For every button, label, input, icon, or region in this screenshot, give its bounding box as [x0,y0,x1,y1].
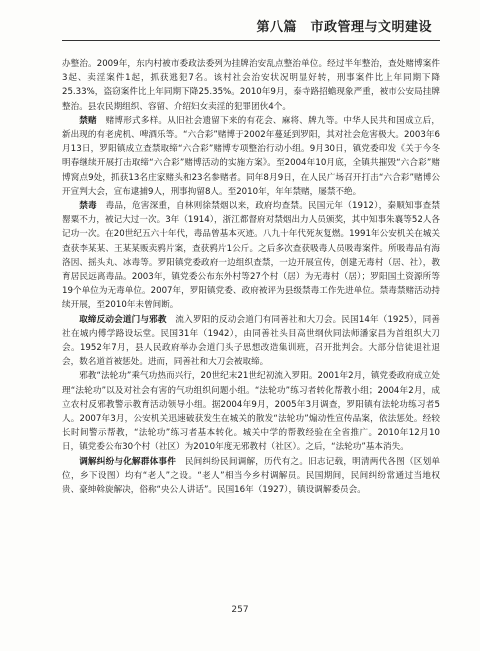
page-header [0,0,480,44]
paragraph [62,369,440,454]
paragraph-text: 民间纠纷民间调解，历代有之。旧志记载，明清两代各图（区划单位，乡下设图）均有“老人”之设。“老人”相当今乡村调解员。民国期间，民间纠纷常通过当地权贵、豪绅斡旋解决，俗称“央公人讲话”。民国16年（1927），镇设调解委员会。 [62,456,440,496]
paragraph [62,57,440,114]
paragraph [62,313,440,370]
section-title: 第八篇 市政管理与文明建设 [256,20,432,35]
paragraph [62,114,440,199]
paragraph-lead: 调解纠纷与化解群体事件 [79,456,177,467]
paragraph-text: 毒品，危害深重，自林则徐禁烟以来，政府均查禁。民国元年（1912），秦顺知事查禁罂粟不力，被记大过一次。3年（1914），浙江都督府对禁烟出力人员颁奖，其中知事朱襄等52人各记功一次。在20世纪五六十年代，毒品曾基本灭迹。八九十年代死灰复燃。1991年公安机关在城关查获李某某、王某某贩卖鸦片案，查获鸦片1公斤。之后多次查获吸毒人员吸毒案件。所吸毒品有海洛因、摇头丸、冰毒等。罗阳镇党委政府一边组织查禁，一边开展宣传，创建无毒村（居、社），教育居民远离毒品。2003年，镇党委公布东外村等27个村（居）为无毒村（居）；罗阳国土资源所等19个单位为无毒单位。2007年，罗阳镇党委、政府被评为县级禁毒工作先进单位。禁毒禁赌活动持续开展，至2010年未曾间断。 [62,201,440,311]
header-rule [62,40,440,41]
paragraph [62,199,440,313]
paragraph-text: 办整治。2009年，东内村被市委政法委列为挂牌治安乱点整治单位。经过半年整治，查处赌博案件3起、卖淫案件1起，抓获逃犯7名。该村社会治安状况明显好转，刑事案件比上年同期下降25.33%，盗窃案件比上年同期下降25.35%。2010年9月，泰寺路招蟾现象严重，被市公安局挂牌整治。县农民期组织、容留、介绍妇女卖淫的犯罪团伙4个。 [62,59,440,112]
paragraph-lead: 禁赌 [79,115,97,126]
paragraph-text: 流入罗阳的反动会道门有同善社和大刀会。民国14年（1925），同善社在城内傅学路设坛堂。民国31年（1942），由同善社头目高世纲伙同法师潘家昌为首组织大刀会。1952年7月，县人民政府举办会道门头子思想改造集训班，召开批判会。大部分信徒退社退会，数名道首被惩处。进而，同善社和大刀会被取缔。 [62,314,440,368]
paragraph-text: 邪教“法轮功”乘气功热而兴行，20世纪末21世纪初流入罗阳。2001年2月，镇党委政府成立处理“法轮功”以及对社会有害的气功组织问题小组。“法轮功”练习者转化帮教小组；2004年2月，成立农村反邪教警示教育活动领导小组。据2004年9月，2005年3月调查，罗阳镇有法轮功练习者5人。2007年3月，公安机关迅速破获发生在城关的散发“法轮功”煽动性宣传品案，依法惩处。经较长时间警示帮教，“法轮功”练习者基本转化。城关中学的帮教经验在全省推广。2010年12月10日，镇党委公布30个村（社区）为2010年度无邪教村（社区）。之后，“法轮功”基本消失。 [62,371,440,453]
paragraph [62,455,440,498]
paragraph-text: 赌博形式多样。从旧社会遗留下来的有花会、麻将、牌九等。中华人民共和国成立后，新出现的有老虎机、啤酒乐等。“六合彩”赌博于2002年蔓延到罗阳，其对社会危害极大。2003年6月13日，罗阳镇成立查禁取缔“六合彩”赌博专项整治行动小组。9月30日，镇党委印发《关于今冬明春继续开展打击取缔“六合彩”赌博活动的实施方案》。至2004年10月底，全镇共摧毁“六合彩”赌博窝点9处，抓获13名庄家赌头和23名参赌者。同年8月9日，在人民广场召开打击“六合彩”赌博公开宣判大会，宣布逮捕9人，刑事拘留8人。至2010年，年年禁赌，屡禁不绝。 [62,115,440,197]
page-body [62,57,440,497]
page-number: 257 [231,605,249,615]
paragraph-lead: 禁毒 [79,201,97,212]
paragraph-lead: 取缔反动会道门与邪教 [79,314,167,325]
